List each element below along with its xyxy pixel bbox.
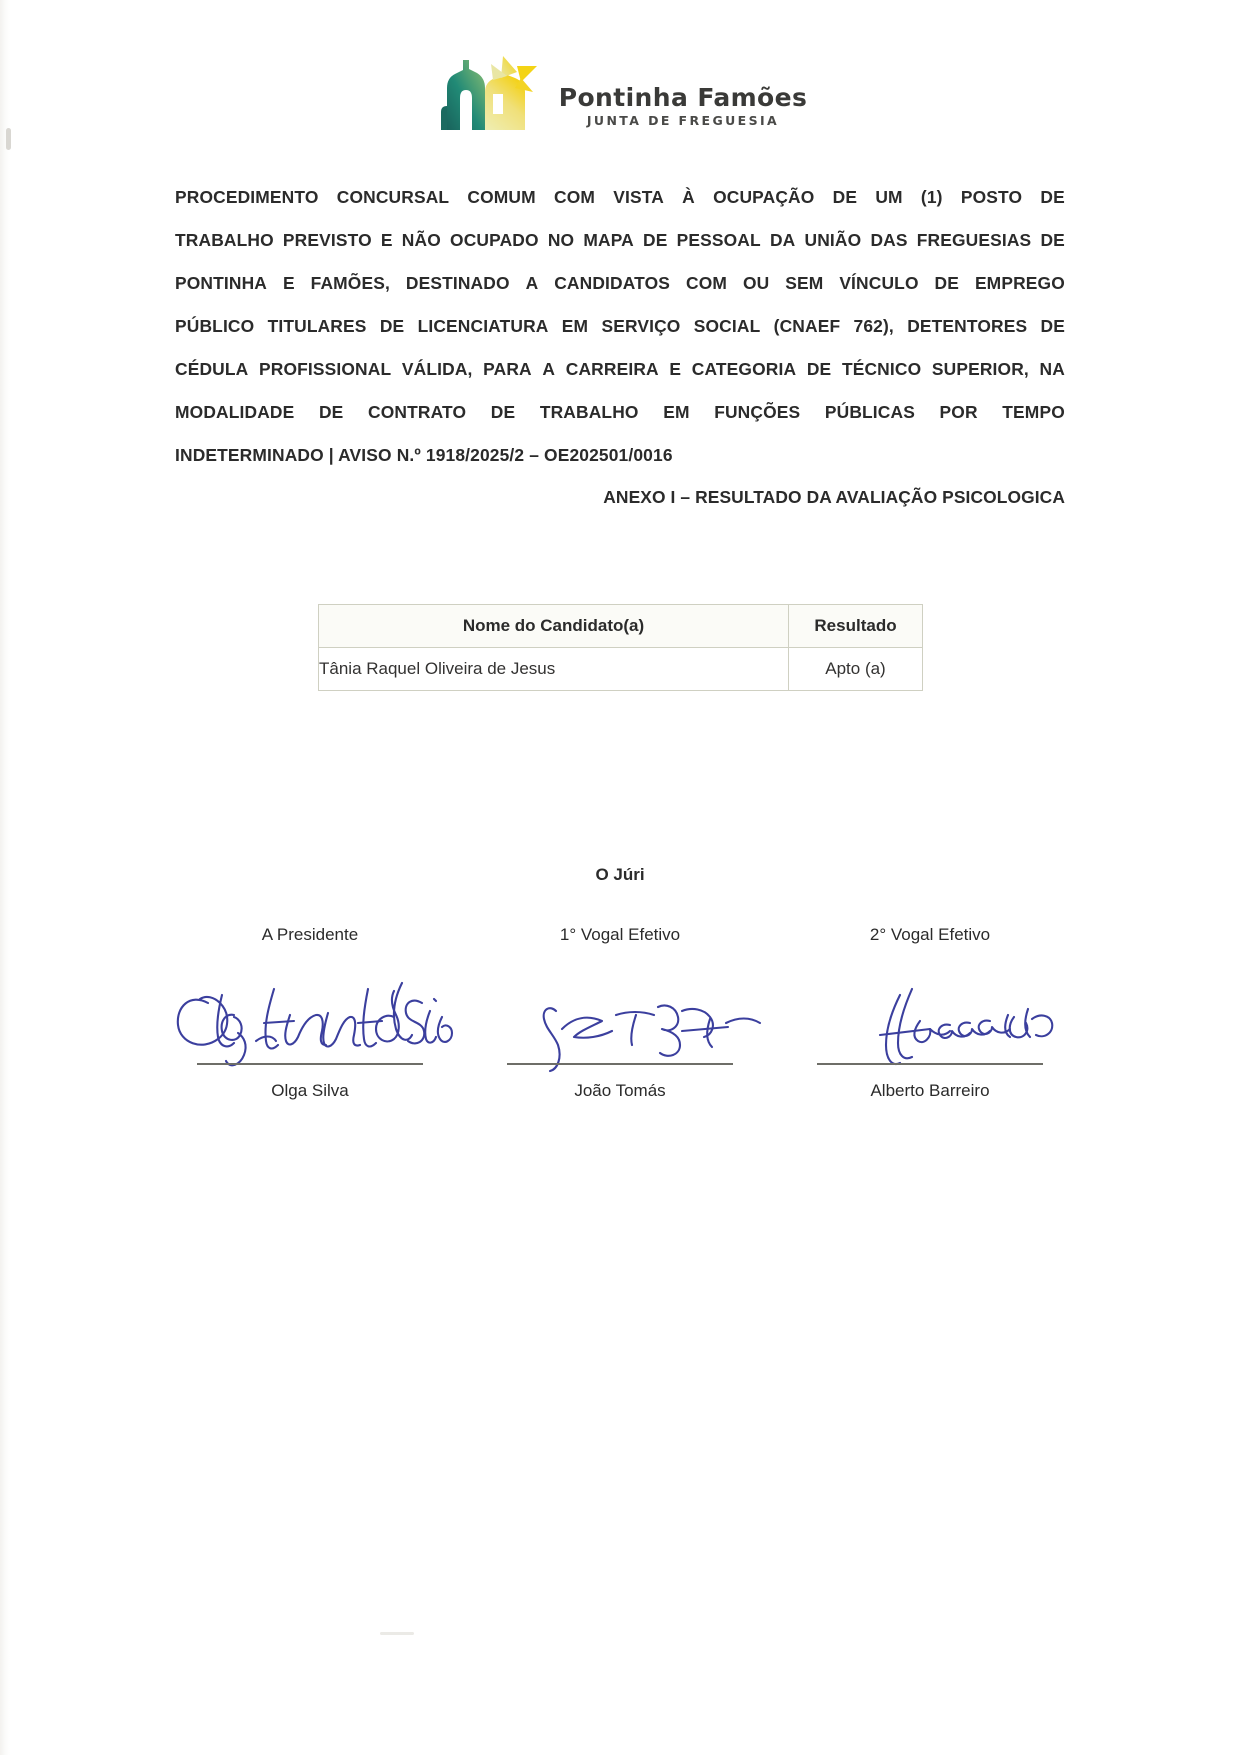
- intro-word: TRABALHO: [539, 402, 639, 422]
- handwritten-signature-olga-silva-icon: [160, 959, 460, 1074]
- intro-word: POSTO: [960, 187, 1023, 207]
- signature-rule: [507, 1063, 733, 1065]
- intro-word: A: [542, 359, 556, 379]
- jury-role-label: 2° Vogal Efetivo: [869, 925, 991, 944]
- column-header-result: Resultado: [789, 605, 923, 648]
- jury-member-name: Alberto Barreiro: [870, 1081, 990, 1100]
- column-header-candidate-name: Nome do Candidato(a): [319, 605, 789, 648]
- jury-heading: O Júri: [595, 865, 645, 884]
- intro-word: DAS: [870, 230, 908, 250]
- logo-title: Pontinha Famões: [558, 82, 808, 112]
- intro-word: À: [682, 187, 695, 207]
- intro-word: PESSOAL: [676, 230, 761, 250]
- table-header-row: [319, 605, 923, 648]
- signature-rule: [197, 1063, 423, 1065]
- intro-word: VÁLIDA,: [401, 359, 473, 379]
- intro-word: CANDIDATOS: [554, 273, 671, 293]
- intro-word: EM: [663, 402, 690, 422]
- intro-word: DA: [769, 230, 796, 250]
- intro-word: DE: [379, 316, 405, 336]
- intro-word: PROCEDIMENTO: [175, 187, 319, 207]
- results-table: [318, 604, 923, 691]
- intro-word: UNIÃO: [804, 230, 862, 250]
- intro-word: NÃO: [401, 230, 441, 250]
- jury-signature-row: [155, 925, 1085, 1101]
- jury-member-first-vogal: [465, 925, 775, 1101]
- jury-member-name: João Tomás: [574, 1081, 666, 1100]
- intro-word: VÍNCULO: [839, 273, 919, 293]
- signature-area: [465, 959, 775, 1079]
- intro-word: DESTINADO: [405, 273, 510, 293]
- intro-word: PÚBLICO: [175, 316, 255, 336]
- cell-candidate-name: Tânia Raquel Oliveira de Jesus: [319, 648, 789, 691]
- intro-line-5: [175, 348, 1065, 391]
- intro-word: PARA: [483, 359, 532, 379]
- pontinha-famoes-crest-icon: [433, 48, 545, 132]
- intro-word: 762),: [853, 316, 894, 336]
- intro-word: LICENCIATURA: [417, 316, 549, 336]
- intro-word: TITULARES: [267, 316, 367, 336]
- jury-member-name: Olga Silva: [271, 1081, 349, 1100]
- intro-word: DE: [643, 230, 668, 250]
- intro-line-1: [175, 176, 1065, 219]
- intro-word: TRABALHO: [175, 230, 274, 250]
- intro-word: OCUPADO: [450, 230, 539, 250]
- intro-line-3: [175, 262, 1065, 305]
- intro-word: MAPA: [583, 230, 634, 250]
- scan-speck: [380, 1632, 414, 1635]
- intro-word: E: [669, 359, 682, 379]
- intro-word: DE: [318, 402, 344, 422]
- intro-word: (CNAEF: [773, 316, 841, 336]
- logo-wordmark: [558, 82, 808, 128]
- intro-word: DE: [832, 187, 858, 207]
- intro-line-6: [175, 391, 1065, 434]
- intro-word: COMUM: [467, 187, 536, 207]
- intro-line-7: INDETERMINADO | AVISO N.º 1918/2025/2 – OE202501/0016: [175, 445, 673, 465]
- intro-word: POR: [939, 402, 978, 422]
- intro-word: DETENTORES: [907, 316, 1028, 336]
- intro-line-4: [175, 305, 1065, 348]
- intro-word: PREVISTO: [282, 230, 372, 250]
- cell-result: Apto (a): [789, 648, 923, 691]
- intro-word: DE: [934, 273, 960, 293]
- intro-word: PROFISSIONAL: [259, 359, 392, 379]
- intro-word: TEMPO: [1002, 402, 1065, 422]
- jury-member-president: [155, 925, 465, 1101]
- intro-word: FREGUESIAS: [916, 230, 1032, 250]
- intro-word: OCUPAÇÃO: [713, 187, 815, 207]
- intro-word: DE: [1040, 316, 1065, 336]
- intro-word: MODALIDADE: [175, 402, 295, 422]
- annex-title: ANEXO I – RESULTADO DA AVALIAÇÃO PSICOLOGICA: [603, 487, 1065, 507]
- signature-rule: [817, 1063, 1043, 1065]
- intro-word: UM: [875, 187, 903, 207]
- intro-word: TÉCNICO: [841, 359, 922, 379]
- intro-word: NO: [547, 230, 575, 250]
- handwritten-signature-alberto-barreiro-icon: [780, 959, 1080, 1074]
- intro-word: SERVIÇO: [601, 316, 681, 336]
- intro-word: SEM: [785, 273, 824, 293]
- intro-word: DE: [1040, 230, 1065, 250]
- logo-subtitle: JUNTA DE FREGUESIA: [586, 113, 780, 128]
- signature-area: [155, 959, 465, 1079]
- intro-word: CONCURSAL: [336, 187, 450, 207]
- intro-line-2: [175, 219, 1065, 262]
- intro-word: A: [525, 273, 539, 293]
- intro-word: OU: [742, 273, 770, 293]
- intro-word: E: [380, 230, 393, 250]
- intro-word: PONTINHA: [175, 273, 268, 293]
- intro-word: EMPREGO: [974, 273, 1065, 293]
- signature-area: [775, 959, 1085, 1079]
- intro-word: NA: [1039, 359, 1065, 379]
- intro-word: SOCIAL: [693, 316, 761, 336]
- intro-word: E: [282, 273, 295, 293]
- intro-word: EM: [561, 316, 589, 336]
- intro-word: CARREIRA: [565, 359, 659, 379]
- intro-word: CONTRATO: [368, 402, 467, 422]
- jury-role-label: A Presidente: [261, 925, 359, 944]
- intro-word: CÉDULA: [175, 359, 249, 379]
- intro-word: SUPERIOR,: [931, 359, 1029, 379]
- intro-word: VISTA: [613, 187, 664, 207]
- intro-word: FUNÇÕES: [714, 402, 801, 422]
- intro-word: (1): [920, 187, 943, 207]
- intro-word: DE: [1040, 187, 1065, 207]
- intro-word: COM: [685, 273, 728, 293]
- intro-word: COM: [554, 187, 596, 207]
- intro-word: DE: [490, 402, 516, 422]
- handwritten-signature-joao-tomas-icon: [470, 959, 770, 1074]
- intro-word: CATEGORIA: [691, 359, 797, 379]
- jury-role-label: 1° Vogal Efetivo: [559, 925, 681, 944]
- organization-logo: [0, 48, 1240, 132]
- intro-word: PÚBLICAS: [824, 402, 915, 422]
- table-row: [319, 648, 923, 691]
- jury-member-second-vogal: [775, 925, 1085, 1101]
- procedure-heading-paragraph: [175, 176, 1065, 477]
- intro-word: FAMÕES,: [310, 273, 390, 293]
- intro-word: DE: [806, 359, 832, 379]
